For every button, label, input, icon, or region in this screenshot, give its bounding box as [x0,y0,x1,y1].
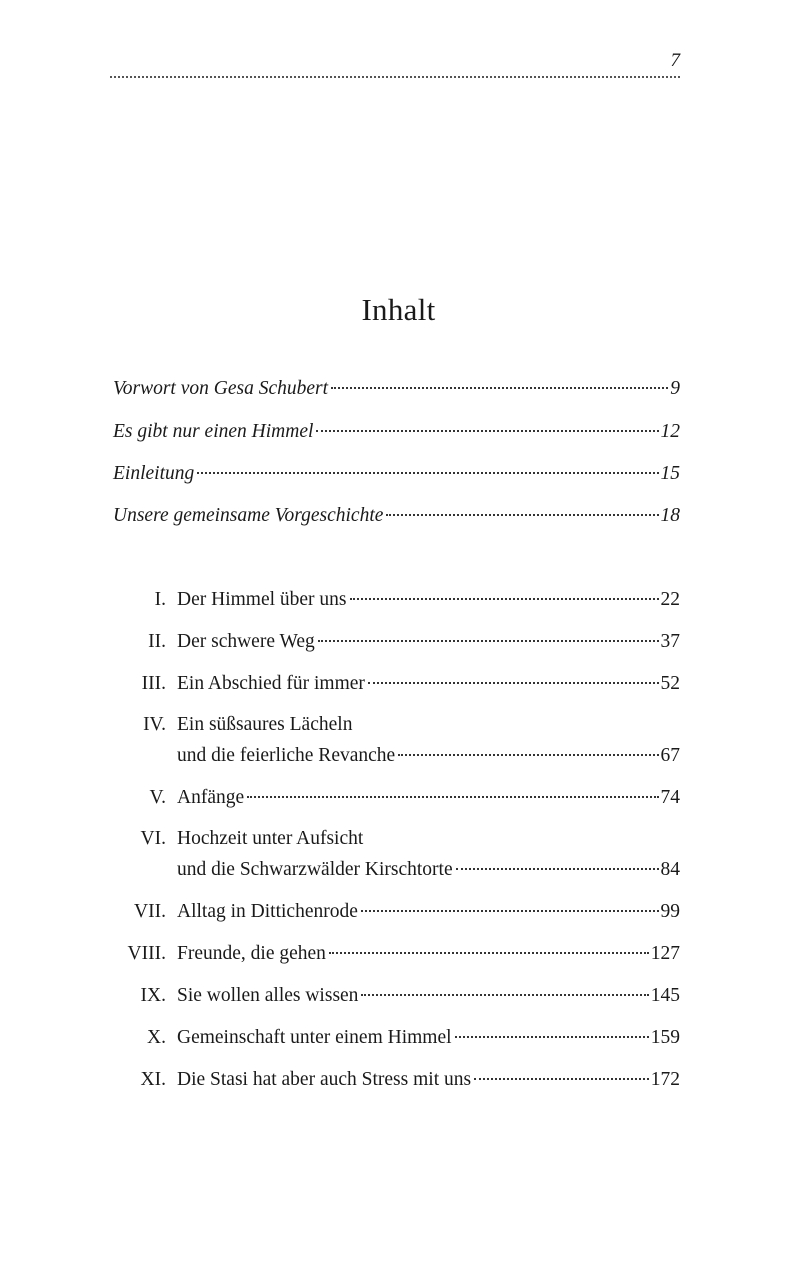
chapter-title: Hochzeit unter Aufsicht [177,828,364,849]
chapter-page: 22 [660,589,680,610]
dot-leader [329,952,649,954]
chapter-entry-7[interactable] [100,896,680,927]
header-dotted-rule [110,76,680,78]
toc-entry-page: 12 [660,421,680,442]
toc-entry-himmel[interactable] [113,420,680,444]
toc-entry-einleitung[interactable] [113,462,680,486]
chapter-entry-10[interactable] [100,1022,680,1053]
page-title: Inhalt [361,292,436,327]
chapter-page: 52 [660,673,680,694]
toc-entry-label: Es gibt nur einen Himmel [113,421,314,442]
chapter-page: 145 [650,985,680,1006]
chapter-page: 99 [660,901,680,922]
dot-leader [350,598,659,600]
toc-entry-label: Einleitung [113,463,195,484]
chapter-entry-2[interactable] [100,626,680,657]
chapter-page: 67 [660,745,680,766]
chapter-title: Anfänge [177,787,245,808]
chapter-title-continued: und die feierliche Revanche [177,745,396,766]
page-number: 7 [670,50,680,71]
chapter-numeral: IV. [143,714,166,735]
chapter-entry-5[interactable] [100,782,680,813]
dot-leader [398,754,658,756]
dot-leader [361,994,648,996]
toc-entry-label: Unsere gemeinsame Vorgeschichte [113,505,384,526]
chapter-entry-1[interactable] [100,584,680,615]
chapter-numeral: II. [148,631,166,652]
chapter-entry-6[interactable] [100,823,680,885]
chapter-title: Ein süßsaures Lächeln [177,714,353,735]
dot-leader [456,868,659,870]
chapter-entry-4[interactable] [100,709,680,771]
dot-leader [474,1078,649,1080]
toc-entry-vorwort[interactable] [113,377,680,401]
dot-leader [331,387,668,389]
dot-leader [455,1036,649,1038]
chapter-numeral: VIII. [127,943,166,964]
chapter-page: 127 [650,943,680,964]
chapter-numeral: XI. [140,1069,166,1090]
chapter-numeral: X. [147,1027,166,1048]
toc-entry-page: 18 [660,505,680,526]
chapter-title: Ein Abschied für immer [177,673,365,694]
chapter-entry-11[interactable] [100,1064,680,1095]
chapter-title: Gemeinschaft unter einem Himmel [177,1027,452,1048]
chapter-numeral: III. [141,673,166,694]
chapter-page: 37 [660,631,680,652]
chapter-page: 159 [650,1027,680,1048]
dot-leader [316,430,658,432]
chapter-title: Freunde, die gehen [177,943,326,964]
dot-leader [368,682,659,684]
chapter-page: 84 [660,859,680,880]
chapter-numeral: VI. [140,828,166,849]
toc-entry-page: 9 [670,378,680,399]
chapter-numeral: V. [149,787,166,808]
chapter-title-continued: und die Schwarzwälder Kirschtorte [177,859,453,880]
dot-leader [361,910,659,912]
chapter-entry-9[interactable] [100,980,680,1011]
chapter-title: Sie wollen alles wissen [177,985,359,1006]
dot-leader [247,796,658,798]
chapter-numeral: IX. [140,985,166,1006]
chapter-entry-3[interactable] [100,668,680,699]
chapter-title: Der Himmel über uns [177,589,347,610]
chapter-title: Der schwere Weg [177,631,315,652]
chapter-title: Alltag in Dittichenrode [177,901,358,922]
toc-entry-vorgeschichte[interactable] [113,504,680,528]
chapter-numeral: VII. [134,901,166,922]
dot-leader [318,640,659,642]
dot-leader [386,514,658,516]
chapter-entry-8[interactable] [100,938,680,969]
toc-entry-page: 15 [660,463,680,484]
chapter-numeral: I. [154,589,166,610]
chapter-title: Die Stasi hat aber auch Stress mit uns [177,1069,472,1090]
toc-entry-label: Vorwort von Gesa Schubert [113,378,329,399]
dot-leader [197,472,658,474]
chapter-page: 74 [660,787,680,808]
chapter-page: 172 [650,1069,680,1090]
